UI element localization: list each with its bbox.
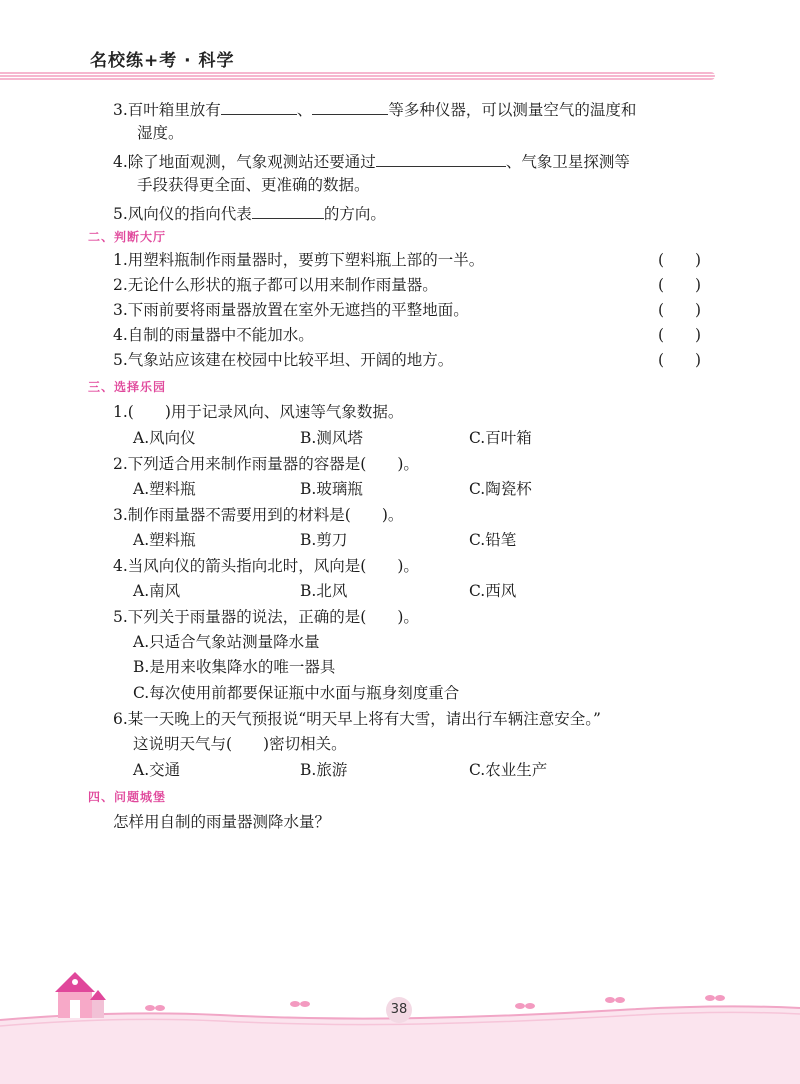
choice-option-b[interactable]: B.旅游	[300, 761, 348, 779]
page-header-title: 名校练+考 · 科学	[90, 51, 235, 71]
choice-option-c[interactable]: C.百叶箱	[469, 429, 532, 447]
choice-option-b[interactable]: B.北风	[300, 582, 348, 600]
answer-blank[interactable]	[221, 98, 297, 115]
choice-option-c[interactable]: C.陶瓷杯	[469, 480, 532, 498]
question-text: 除了地面观测，气象观测站还要通过	[127, 153, 376, 171]
choice-option-a[interactable]: A.塑料瓶	[133, 480, 196, 498]
answer-blank[interactable]	[312, 98, 388, 115]
judge-item-1: 1.用塑料瓶制作雨量器时，要剪下塑料瓶上部的一半。	[113, 251, 485, 269]
choice-question-2: 2.下列适合用来制作雨量器的容器是( )。	[113, 455, 419, 473]
choice-option-a[interactable]: A.风向仪	[133, 429, 196, 447]
choice-question-3: 3.制作雨量器不需要用到的材料是( )。	[113, 506, 404, 524]
choice-question-6-cont: 这说明天气与( )密切相关。	[133, 735, 347, 753]
answer-paren[interactable]: ( )	[658, 301, 702, 319]
section-title-choice: 三、选择乐园	[88, 380, 167, 394]
judge-item-4: 4.自制的雨量器中不能加水。	[113, 326, 314, 344]
choice-option-c[interactable]: C.铅笔	[469, 531, 517, 549]
section-title-qa: 四、问题城堡	[88, 790, 167, 804]
choice-option-a[interactable]: A.交通	[133, 761, 181, 779]
answer-paren[interactable]: ( )	[658, 351, 702, 369]
house-icon	[55, 972, 106, 1018]
fill-question-3-cont: 湿度。	[137, 124, 184, 142]
question-text: 百叶箱里放有	[127, 101, 221, 119]
answer-blank[interactable]	[252, 202, 324, 219]
answer-paren[interactable]: ( )	[658, 326, 702, 344]
judge-item-3: 3.下雨前要将雨量器放置在室外无遮挡的平整地面。	[113, 301, 469, 319]
footer-decoration	[0, 970, 800, 1084]
section-title-judge: 二、判断大厅	[88, 230, 167, 244]
question-text: 风向仪的指向代表	[127, 205, 252, 223]
choice-option-b[interactable]: B.是用来收集降水的唯一器具	[133, 658, 336, 676]
choice-option-a[interactable]: A.塑料瓶	[133, 531, 196, 549]
fill-question-3	[113, 98, 636, 120]
qa-question: 怎样用自制的雨量器测降水量？	[113, 813, 331, 831]
question-number: 5.	[113, 205, 128, 223]
choice-question-6: 6.某一天晚上的天气预报说“明天早上将有大雪，请出行车辆注意安全。”	[113, 710, 601, 728]
question-text: 等多种仪器，可以测量空气的温度和	[388, 101, 637, 119]
question-text: 、气象卫星探测等	[505, 153, 630, 171]
question-number: 4.	[113, 153, 128, 171]
fill-question-5	[113, 202, 386, 224]
page-number: 38	[386, 997, 412, 1023]
choice-option-a[interactable]: A.只适合气象站测量降水量	[133, 633, 320, 651]
header-stripe	[0, 72, 715, 80]
choice-option-c[interactable]: C.农业生产	[469, 761, 548, 779]
choice-question-5: 5.下列关于雨量器的说法，正确的是( )。	[113, 608, 419, 626]
choice-option-b[interactable]: B.玻璃瓶	[300, 480, 363, 498]
question-text: 的方向。	[323, 205, 386, 223]
choice-option-c[interactable]: C.每次使用前都要保证瓶中水面与瓶身刻度重合	[133, 684, 460, 702]
judge-item-2: 2.无论什么形状的瓶子都可以用来制作雨量器。	[113, 276, 438, 294]
question-number: 3.	[113, 101, 128, 119]
choice-question-1: 1.( )用于记录风向、风速等气象数据。	[113, 403, 404, 421]
judge-item-5: 5.气象站应该建在校园中比较平坦、开阔的地方。	[113, 351, 454, 369]
answer-blank[interactable]	[376, 150, 506, 167]
choice-option-b[interactable]: B.测风塔	[300, 429, 363, 447]
choice-question-4: 4.当风向仪的箭头指向北时，风向是( )。	[113, 557, 419, 575]
question-text: 、	[296, 101, 313, 119]
choice-option-a[interactable]: A.南风	[133, 582, 181, 600]
choice-option-c[interactable]: C.西风	[469, 582, 517, 600]
choice-option-b[interactable]: B.剪刀	[300, 531, 348, 549]
fill-question-4	[113, 150, 630, 172]
fill-question-4-cont: 手段获得更全面、更准确的数据。	[137, 176, 370, 194]
answer-paren[interactable]: ( )	[658, 276, 702, 294]
answer-paren[interactable]: ( )	[658, 251, 702, 269]
